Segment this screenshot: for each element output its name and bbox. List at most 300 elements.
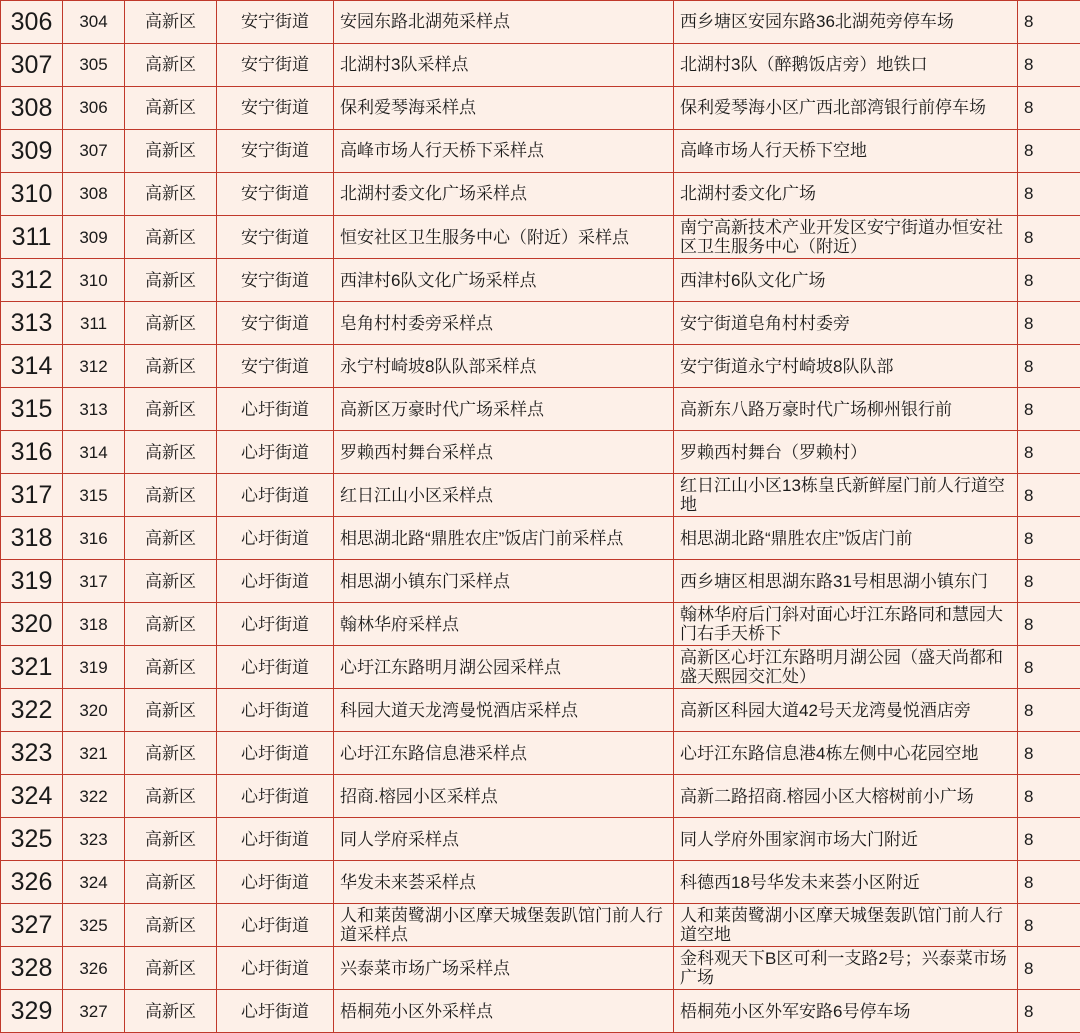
cell-site-address [674, 560, 1018, 603]
cell-row-number-text: 311 [7, 223, 56, 251]
cell-index-text: 316 [69, 529, 118, 548]
table-row [1, 560, 1080, 603]
cell-site-address-text: 翰林华府后门斜对面心圩江东路同和慧园大门右手天桥下 [680, 605, 1011, 643]
cell-site-address-text: 金科观天下B区可利一支路2号；兴泰菜市场广场 [680, 949, 1011, 987]
cell-tail-text: 8 [1024, 12, 1074, 31]
cell-street-text: 心圩街道 [223, 873, 327, 892]
cell-street [217, 904, 334, 947]
table-row [1, 388, 1080, 431]
cell-site-name-text: 高峰市场人行天桥下采样点 [340, 141, 667, 160]
cell-tail-text: 8 [1024, 314, 1074, 333]
cell-district [125, 44, 217, 87]
cell-index-text: 315 [69, 486, 118, 505]
cell-row-number-text: 325 [7, 825, 56, 853]
cell-site-address [674, 87, 1018, 130]
cell-index [63, 388, 125, 431]
cell-street [217, 431, 334, 474]
cell-street-text: 心圩街道 [223, 1002, 327, 1021]
table-row [1, 947, 1080, 990]
cell-street [217, 517, 334, 560]
table-row [1, 861, 1080, 904]
cell-index-text: 323 [69, 830, 118, 849]
cell-row-number [1, 603, 63, 646]
cell-district [125, 345, 217, 388]
cell-site-address [674, 947, 1018, 990]
cell-row-number [1, 861, 63, 904]
cell-district [125, 517, 217, 560]
cell-street-text: 心圩街道 [223, 701, 327, 720]
cell-index [63, 775, 125, 818]
cell-row-number-text: 310 [7, 180, 56, 208]
cell-tail-text: 8 [1024, 184, 1074, 203]
cell-index [63, 431, 125, 474]
cell-tail [1018, 990, 1080, 1033]
cell-tail [1018, 388, 1080, 431]
cell-district [125, 388, 217, 431]
cell-tail-text: 8 [1024, 271, 1074, 290]
cell-tail [1018, 517, 1080, 560]
cell-street-text: 安宁街道 [223, 228, 327, 247]
cell-street-text: 心圩街道 [223, 486, 327, 505]
cell-row-number-text: 306 [7, 8, 56, 36]
cell-index [63, 87, 125, 130]
cell-street-text: 安宁街道 [223, 314, 327, 333]
cell-site-address-text: 西津村6队文化广场 [680, 271, 1011, 290]
cell-index [63, 904, 125, 947]
cell-site-address [674, 216, 1018, 259]
cell-site-name-text: 安园东路北湖苑采样点 [340, 12, 667, 31]
cell-site-name [334, 775, 674, 818]
cell-street [217, 990, 334, 1033]
cell-index-text: 306 [69, 98, 118, 117]
cell-tail-text: 8 [1024, 357, 1074, 376]
cell-street [217, 646, 334, 689]
cell-site-address [674, 818, 1018, 861]
cell-row-number-text: 323 [7, 739, 56, 767]
cell-site-address-text: 人和莱茵鹭湖小区摩天城堡轰趴馆门前人行道空地 [680, 906, 1011, 944]
cell-district-text: 高新区 [131, 443, 210, 462]
cell-tail [1018, 689, 1080, 732]
cell-site-address [674, 431, 1018, 474]
cell-street-text: 心圩街道 [223, 529, 327, 548]
cell-site-name [334, 861, 674, 904]
cell-tail-text: 8 [1024, 529, 1074, 548]
cell-site-name [334, 388, 674, 431]
cell-district [125, 861, 217, 904]
cell-site-address [674, 302, 1018, 345]
cell-street [217, 560, 334, 603]
cell-street-text: 安宁街道 [223, 184, 327, 203]
cell-site-address [674, 775, 1018, 818]
table-row [1, 517, 1080, 560]
cell-site-name-text: 相思湖小镇东门采样点 [340, 572, 667, 591]
cell-tail [1018, 259, 1080, 302]
cell-site-address-text: 心圩江东路信息港4栋左侧中心花园空地 [680, 744, 1011, 763]
cell-district [125, 732, 217, 775]
cell-index-text: 317 [69, 572, 118, 591]
cell-district [125, 259, 217, 302]
cell-site-name-text: 红日江山小区采样点 [340, 486, 667, 505]
cell-tail [1018, 130, 1080, 173]
cell-row-number-text: 327 [7, 911, 56, 939]
cell-site-address [674, 173, 1018, 216]
cell-index [63, 603, 125, 646]
cell-row-number [1, 87, 63, 130]
cell-row-number-text: 307 [7, 51, 56, 79]
cell-site-address-text: 同人学府外围家润市场大门附近 [680, 830, 1011, 849]
cell-street [217, 775, 334, 818]
cell-district [125, 130, 217, 173]
table-row [1, 646, 1080, 689]
cell-site-address [674, 345, 1018, 388]
table-row [1, 216, 1080, 259]
table-row [1, 173, 1080, 216]
cell-index-text: 310 [69, 271, 118, 290]
cell-site-address-text: 红日江山小区13栋皇氏新鲜屋门前人行道空地 [680, 476, 1011, 514]
cell-site-address [674, 474, 1018, 517]
cell-street-text: 心圩街道 [223, 615, 327, 634]
cell-index [63, 173, 125, 216]
cell-site-name-text: 梧桐苑小区外采样点 [340, 1002, 667, 1021]
cell-row-number-text: 321 [7, 653, 56, 681]
cell-row-number [1, 259, 63, 302]
cell-district [125, 990, 217, 1033]
cell-site-address-text: 科德西18号华发未来荟小区附近 [680, 873, 1011, 892]
table-row [1, 904, 1080, 947]
table-row [1, 302, 1080, 345]
cell-index-text: 308 [69, 184, 118, 203]
cell-district-text: 高新区 [131, 873, 210, 892]
cell-district-text: 高新区 [131, 228, 210, 247]
cell-tail [1018, 904, 1080, 947]
cell-index-text: 325 [69, 916, 118, 935]
cell-street [217, 345, 334, 388]
cell-street [217, 173, 334, 216]
table-row [1, 990, 1080, 1033]
cell-district-text: 高新区 [131, 271, 210, 290]
cell-street-text: 心圩街道 [223, 830, 327, 849]
cell-index [63, 345, 125, 388]
cell-district-text: 高新区 [131, 12, 210, 31]
cell-site-address [674, 44, 1018, 87]
cell-row-number [1, 44, 63, 87]
cell-street [217, 302, 334, 345]
cell-index [63, 517, 125, 560]
cell-site-address-text: 保利爱琴海小区广西北部湾银行前停车场 [680, 98, 1011, 117]
cell-street [217, 259, 334, 302]
table-row [1, 732, 1080, 775]
cell-site-name-text: 恒安社区卫生服务中心（附近）采样点 [340, 228, 667, 247]
cell-district [125, 302, 217, 345]
cell-site-address [674, 603, 1018, 646]
cell-site-name [334, 259, 674, 302]
cell-site-name-text: 招商.榕园小区采样点 [340, 787, 667, 806]
cell-tail [1018, 431, 1080, 474]
cell-tail-text: 8 [1024, 658, 1074, 677]
cell-site-name [334, 173, 674, 216]
cell-street-text: 安宁街道 [223, 357, 327, 376]
cell-row-number-text: 320 [7, 610, 56, 638]
cell-index-text: 314 [69, 443, 118, 462]
cell-row-number [1, 517, 63, 560]
cell-street-text: 心圩街道 [223, 916, 327, 935]
cell-index [63, 259, 125, 302]
cell-site-address-text: 高新二路招商.榕园小区大榕树前小广场 [680, 787, 1011, 806]
cell-index-text: 304 [69, 12, 118, 31]
cell-row-number [1, 689, 63, 732]
cell-index-text: 327 [69, 1002, 118, 1021]
cell-index-text: 313 [69, 400, 118, 419]
cell-site-address-text: 高峰市场人行天桥下空地 [680, 141, 1011, 160]
cell-index [63, 947, 125, 990]
cell-row-number [1, 947, 63, 990]
cell-site-name-text: 保利爱琴海采样点 [340, 98, 667, 117]
table-row [1, 1, 1080, 44]
cell-site-address-text: 相思湖北路“鼎胜农庄”饭店门前 [680, 529, 1011, 548]
cell-street [217, 44, 334, 87]
cell-site-name [334, 560, 674, 603]
cell-street-text: 心圩街道 [223, 959, 327, 978]
cell-site-address-text: 北湖村3队（醉鹅饭店旁）地铁口 [680, 55, 1011, 74]
cell-district-text: 高新区 [131, 701, 210, 720]
cell-district [125, 173, 217, 216]
cell-street-text: 安宁街道 [223, 98, 327, 117]
cell-row-number-text: 322 [7, 696, 56, 724]
cell-site-address [674, 646, 1018, 689]
cell-district [125, 87, 217, 130]
cell-site-address-text: 高新区科园大道42号天龙湾曼悦酒店旁 [680, 701, 1011, 720]
cell-district-text: 高新区 [131, 184, 210, 203]
cell-district-text: 高新区 [131, 400, 210, 419]
table-row [1, 130, 1080, 173]
cell-index-text: 307 [69, 141, 118, 160]
cell-tail-text: 8 [1024, 443, 1074, 462]
cell-index-text: 321 [69, 744, 118, 763]
cell-tail-text: 8 [1024, 572, 1074, 591]
cell-site-name [334, 517, 674, 560]
cell-site-name-text: 永宁村崎坡8队队部采样点 [340, 357, 667, 376]
cell-site-name-text: 兴泰菜市场广场采样点 [340, 959, 667, 978]
cell-tail [1018, 173, 1080, 216]
cell-site-name [334, 603, 674, 646]
table-row [1, 818, 1080, 861]
cell-site-name [334, 689, 674, 732]
cell-tail [1018, 861, 1080, 904]
cell-row-number-text: 313 [7, 309, 56, 337]
cell-street [217, 130, 334, 173]
cell-tail-text: 8 [1024, 1002, 1074, 1021]
cell-site-address-text: 高新区心圩江东路明月湖公园（盛天尚都和盛天熙园交汇处） [680, 648, 1011, 686]
table-row [1, 345, 1080, 388]
cell-district-text: 高新区 [131, 357, 210, 376]
cell-tail [1018, 302, 1080, 345]
cell-street-text: 心圩街道 [223, 572, 327, 591]
cell-district-text: 高新区 [131, 916, 210, 935]
cell-row-number [1, 732, 63, 775]
cell-tail [1018, 345, 1080, 388]
cell-tail [1018, 560, 1080, 603]
cell-site-address [674, 388, 1018, 431]
cell-row-number-text: 309 [7, 137, 56, 165]
cell-district [125, 431, 217, 474]
table-row [1, 44, 1080, 87]
cell-street-text: 安宁街道 [223, 141, 327, 160]
cell-tail-text: 8 [1024, 615, 1074, 634]
cell-street [217, 947, 334, 990]
cell-district-text: 高新区 [131, 615, 210, 634]
cell-street-text: 安宁街道 [223, 12, 327, 31]
cell-site-name-text: 皂角村村委旁采样点 [340, 314, 667, 333]
cell-row-number-text: 312 [7, 266, 56, 294]
cell-street-text: 安宁街道 [223, 271, 327, 290]
cell-row-number-text: 317 [7, 481, 56, 509]
cell-tail-text: 8 [1024, 141, 1074, 160]
cell-site-name-text: 同人学府采样点 [340, 830, 667, 849]
cell-index-text: 322 [69, 787, 118, 806]
table-row [1, 689, 1080, 732]
cell-index [63, 861, 125, 904]
cell-row-number [1, 431, 63, 474]
cell-index-text: 312 [69, 357, 118, 376]
cell-street-text: 安宁街道 [223, 55, 327, 74]
cell-district-text: 高新区 [131, 658, 210, 677]
cell-row-number [1, 474, 63, 517]
cell-street [217, 732, 334, 775]
cell-site-name [334, 646, 674, 689]
cell-district-text: 高新区 [131, 314, 210, 333]
cell-index [63, 732, 125, 775]
cell-row-number [1, 775, 63, 818]
cell-street-text: 心圩街道 [223, 400, 327, 419]
table-row [1, 775, 1080, 818]
cell-row-number [1, 1, 63, 44]
cell-street [217, 474, 334, 517]
cell-row-number-text: 318 [7, 524, 56, 552]
cell-tail [1018, 474, 1080, 517]
cell-tail-text: 8 [1024, 400, 1074, 419]
cell-site-address [674, 861, 1018, 904]
cell-row-number-text: 314 [7, 352, 56, 380]
cell-site-name-text: 相思湖北路“鼎胜农庄”饭店门前采样点 [340, 529, 667, 548]
cell-street [217, 87, 334, 130]
cell-tail-text: 8 [1024, 98, 1074, 117]
cell-row-number-text: 308 [7, 94, 56, 122]
cell-street-text: 心圩街道 [223, 658, 327, 677]
cell-site-name [334, 990, 674, 1033]
cell-index [63, 474, 125, 517]
cell-tail-text: 8 [1024, 830, 1074, 849]
cell-row-number [1, 216, 63, 259]
cell-tail-text: 8 [1024, 55, 1074, 74]
cell-street [217, 689, 334, 732]
cell-row-number-text: 315 [7, 395, 56, 423]
cell-district-text: 高新区 [131, 572, 210, 591]
cell-site-address-text: 高新东八路万豪时代广场柳州银行前 [680, 400, 1011, 419]
cell-index-text: 320 [69, 701, 118, 720]
cell-tail-text: 8 [1024, 486, 1074, 505]
cell-street-text: 心圩街道 [223, 443, 327, 462]
cell-index [63, 560, 125, 603]
cell-site-name [334, 732, 674, 775]
cell-site-name-text: 西津村6队文化广场采样点 [340, 271, 667, 290]
cell-district-text: 高新区 [131, 486, 210, 505]
cell-site-address [674, 990, 1018, 1033]
cell-index-text: 305 [69, 55, 118, 74]
cell-index-text: 326 [69, 959, 118, 978]
cell-tail [1018, 775, 1080, 818]
cell-site-address [674, 1, 1018, 44]
table-row [1, 87, 1080, 130]
cell-site-name [334, 1, 674, 44]
cell-site-address [674, 732, 1018, 775]
cell-district [125, 904, 217, 947]
cell-district-text: 高新区 [131, 55, 210, 74]
cell-site-name [334, 947, 674, 990]
cell-site-name-text: 北湖村委文化广场采样点 [340, 184, 667, 203]
cell-tail [1018, 87, 1080, 130]
cell-site-name-text: 翰林华府采样点 [340, 615, 667, 634]
cell-district [125, 646, 217, 689]
cell-tail [1018, 646, 1080, 689]
cell-site-name-text: 心圩江东路明月湖公园采样点 [340, 658, 667, 677]
cell-row-number-text: 319 [7, 567, 56, 595]
cell-row-number [1, 173, 63, 216]
cell-site-name-text: 心圩江东路信息港采样点 [340, 744, 667, 763]
cell-site-name [334, 345, 674, 388]
cell-index [63, 1, 125, 44]
cell-district-text: 高新区 [131, 744, 210, 763]
cell-site-address-text: 安宁街道永宁村崎坡8队队部 [680, 357, 1011, 376]
cell-row-number [1, 388, 63, 431]
cell-row-number [1, 345, 63, 388]
cell-site-address-text: 梧桐苑小区外军安路6号停车场 [680, 1002, 1011, 1021]
cell-district-text: 高新区 [131, 787, 210, 806]
cell-site-address [674, 517, 1018, 560]
cell-row-number [1, 818, 63, 861]
cell-tail-text: 8 [1024, 701, 1074, 720]
cell-row-number [1, 646, 63, 689]
cell-district [125, 560, 217, 603]
cell-district [125, 1, 217, 44]
cell-row-number [1, 302, 63, 345]
cell-site-name [334, 904, 674, 947]
cell-site-name-text: 人和莱茵鹭湖小区摩天城堡轰趴馆门前人行道采样点 [340, 906, 667, 944]
cell-row-number [1, 130, 63, 173]
cell-district-text: 高新区 [131, 141, 210, 160]
cell-tail-text: 8 [1024, 916, 1074, 935]
cell-index [63, 302, 125, 345]
cell-index [63, 216, 125, 259]
cell-index [63, 689, 125, 732]
cell-district-text: 高新区 [131, 1002, 210, 1021]
cell-street [217, 603, 334, 646]
cell-site-name-text: 科园大道天龙湾曼悦酒店采样点 [340, 701, 667, 720]
cell-street [217, 1, 334, 44]
cell-tail [1018, 1, 1080, 44]
cell-tail-text: 8 [1024, 744, 1074, 763]
cell-tail [1018, 44, 1080, 87]
cell-district-text: 高新区 [131, 98, 210, 117]
cell-street-text: 心圩街道 [223, 744, 327, 763]
cell-site-address [674, 259, 1018, 302]
cell-district [125, 947, 217, 990]
cell-district [125, 689, 217, 732]
cell-site-address-text: 西乡塘区相思湖东路31号相思湖小镇东门 [680, 572, 1011, 591]
cell-site-name-text: 高新区万豪时代广场采样点 [340, 400, 667, 419]
cell-row-number-text: 329 [7, 997, 56, 1025]
cell-site-name-text: 罗赖西村舞台采样点 [340, 443, 667, 462]
cell-district [125, 818, 217, 861]
